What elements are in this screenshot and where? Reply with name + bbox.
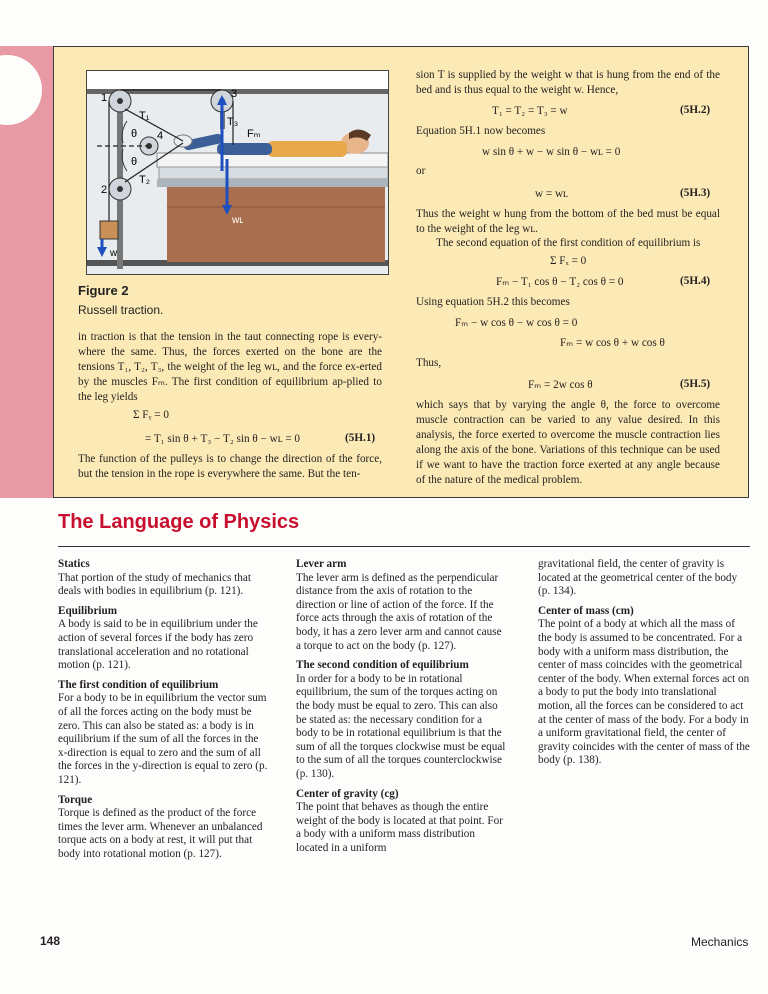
- term-lever-arm: Lever arm: [296, 558, 347, 570]
- page-number: 148: [40, 934, 61, 948]
- term-statics: Statics: [58, 558, 90, 570]
- box-right-text-3: Thus the weight w hung from the bottom of the bed must be equal to the weight of the leg wʟ.: [416, 208, 720, 235]
- thus-label: Thus,: [416, 357, 442, 369]
- figure-caption: Russell traction.: [78, 303, 164, 317]
- label-pulley-2: 2: [101, 184, 108, 196]
- eq-cos-1: Fₘ − w cos θ − w cos θ = 0: [455, 317, 578, 329]
- eq-5h3: w = wʟ: [535, 188, 568, 200]
- eq-5h5-number: (5H.5): [680, 378, 711, 390]
- eq-sum-fy: Σ Fᵧ = 0: [133, 409, 169, 421]
- heading-rule: [58, 546, 750, 547]
- eq-5h2-number: (5H.2): [680, 104, 711, 116]
- box-right-text-2: Equation 5H.1 now becomes: [416, 125, 546, 137]
- label-pulley-1: 1: [101, 92, 108, 104]
- label-wl: wʟ: [232, 215, 244, 226]
- box-right-text-1: sion T is supplied by the weight w that is hung from the end of the bed and is thus equal to the weight w. Hence,: [416, 69, 720, 96]
- figure-label: Figure 2: [78, 283, 129, 298]
- glossary-column-2: [296, 558, 506, 855]
- def-second-condition: In order for a body to be in rotational equilibrium, the sum of the torques acting on the body must be equal to zero. This can also be stated as: the necessary condition for a body to be in rotational equilibrium is that the sum of all the torques clockwise must be equal to the sum of all the torques counterclockwise (p. 130).: [296, 672, 506, 780]
- box-right-text-4: The second equation of the first condition of equilibrium is: [436, 237, 701, 249]
- term-equilibrium: Equilibrium: [58, 604, 118, 617]
- section-heading: The Language of Physics: [58, 511, 300, 533]
- term-second-condition: The second condition of equilibrium: [296, 659, 469, 672]
- def-first-condition: For a body to be in equilibrium the vector sum of all the forces acting on the body must be zero. This can also be stated as: a body is in equilibrium if the sum of all the forces in the x-direction is equal to zero and the sum of all the forces in the y-direction is equal to zero (p. 121).: [58, 692, 268, 786]
- def-torque: Torque is defined as the product of the force times the lever arm. Whenever an unbalanced torque acts on a body at rest, it will put that body into rotational motion (p. 127).: [58, 807, 263, 860]
- def-center-of-gravity-cont: gravitational field, the center of gravity is located at the geometrical center of the body (p. 134).: [538, 558, 738, 598]
- label-fm: Fₘ: [247, 128, 261, 140]
- label-t3: T₃: [227, 116, 239, 128]
- term-torque: Torque: [58, 793, 93, 806]
- section-name: Mechanics: [691, 935, 749, 949]
- eq-sum-fx: Σ Fₓ = 0: [550, 255, 587, 267]
- eq-5h1-number: (5H.1): [345, 432, 376, 444]
- eq-5h3-number: (5H.3): [680, 187, 711, 199]
- eq-5h4: Fₘ − T₁ cos θ − T₂ cos θ = 0: [496, 276, 624, 288]
- box-right-text-6: which says that by varying the angle θ, the force to overcome muscle contraction can be varied to any value desired. In this analysis, the force exerted to overcome the muscle contraction lies along the axis of the bone. Variations of this technique can be used if we want to have the traction force exerted at any angle because of the nature of the medical problem.: [416, 399, 720, 486]
- label-theta: θ: [131, 128, 138, 140]
- label-t1: T₁: [139, 110, 150, 122]
- box-right-text-5: Using equation 5H.2 this becomes: [416, 296, 570, 308]
- label-w: w: [110, 248, 118, 259]
- label-pulley-4: 4: [157, 130, 164, 142]
- eq-5h1: = T₁ sin θ + T₃ − T₂ sin θ − wʟ = 0: [145, 433, 301, 445]
- def-equilibrium: A body is said to be in equilibrium under the action of several forces if the body has zero translational acceleration and no rotational motion (p. 121).: [58, 618, 258, 672]
- eq-5h4-number: (5H.4): [680, 275, 711, 287]
- def-lever-arm: The lever arm is defined as the perpendicular distance from the axis of rotation to the direction or line of action of the force. If the force acts through the axis of rotation of the body, it has a zero lever arm and cannot cause a torque to act on the body (p. 127).: [296, 571, 502, 652]
- term-center-of-gravity: Center of gravity (cg): [296, 787, 399, 800]
- glossary-column-1: [58, 558, 268, 861]
- def-center-of-gravity: The point that behaves as though the entire weight of the body is located at that point. For a body with a uniform mass distribution located in a uniform: [296, 801, 503, 854]
- eq-5h5: Fₘ = 2w cos θ: [528, 379, 593, 391]
- label-theta-2: θ: [131, 156, 138, 168]
- eq-sin: w sin θ + w − w sin θ − wʟ = 0: [482, 146, 621, 158]
- term-center-of-mass: Center of mass (cm): [538, 604, 634, 617]
- or-label: or: [416, 165, 426, 177]
- eq-cos-2: Fₘ = w cos θ + w cos θ: [560, 337, 665, 349]
- def-center-of-mass: The point of a body at which all the mass of the body is assumed to be concentrated. For a body with a uniform mass distribution, the center of mass coincides with the geometrical center of the body. When external forces act on a body to put the body into translational motion, all the forces can be considered to act at the center of mass of the body. For a body in a uniform gravitational field, the center of gravity coincides with the center of mass of the body (p. 138).: [538, 618, 750, 767]
- eq-5h2: T₁ = T₂ = T₃ = w: [492, 105, 568, 117]
- def-statics: That portion of the study of mechanics that deals with bodies in equilibrium (p. 121).: [58, 571, 251, 598]
- glossary-column-3: [538, 558, 750, 768]
- russell-traction-figure: [86, 70, 389, 275]
- box-left-text-2: The function of the pulleys is to change the direction of the force, but the tension in the rope is everywhere the same. But the ten-: [78, 453, 382, 480]
- traction-diagram: [87, 71, 388, 274]
- label-pulley-3: 3: [231, 88, 238, 100]
- label-t2: T₂: [139, 174, 150, 186]
- box-left-text-1: in traction is that the tension in the taut connecting rope is every-where the same. Thus, the forces exerted on the bone are the tensions T₁, T₂, T₃, the weight of the leg wʟ, and the force ex-erted by the muscles Fₘ. The first condition of equilibrium ap-plied to the leg yields: [78, 331, 382, 403]
- term-first-condition: The first condition of equilibrium: [58, 678, 219, 691]
